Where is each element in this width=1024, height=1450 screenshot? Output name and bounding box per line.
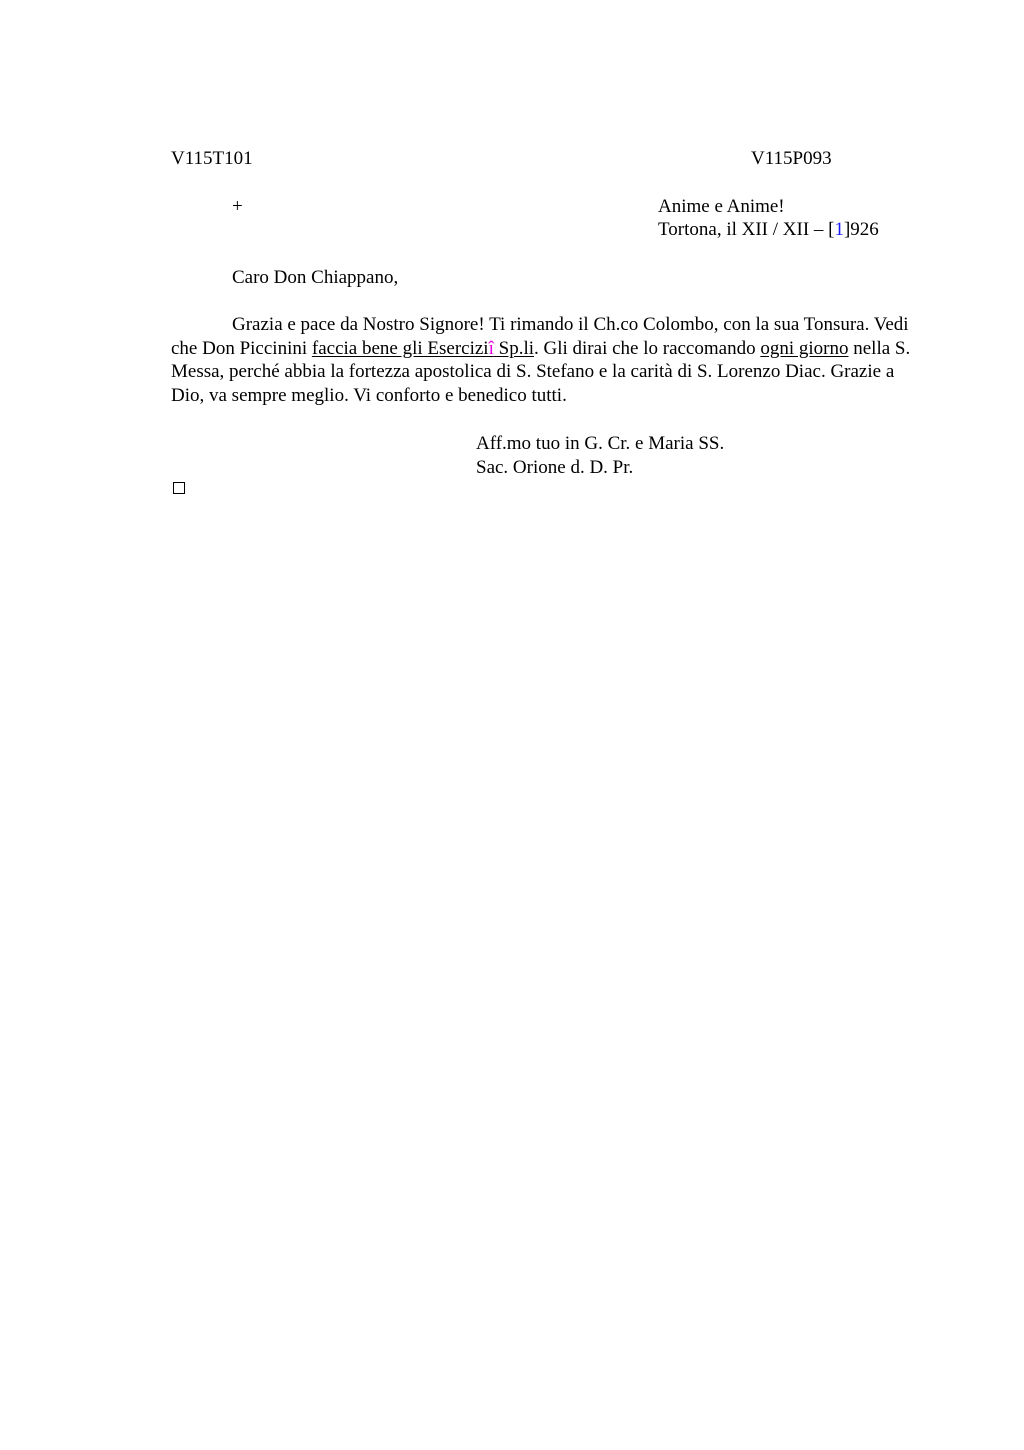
document-code-left: V115T101 <box>171 148 253 169</box>
body-text-1: Grazia e pace da Nostro Signore! Ti rimando il Ch.co Colombo, con la sua Tonsura. Vedi che Don Piccinini <box>171 314 909 359</box>
salutation: Caro Don Chiappano, <box>232 267 399 288</box>
dateline-prefix: Tortona, il XII / XII – [ <box>658 219 835 240</box>
signature-line: Sac. Orione d. D. Pr. <box>476 457 634 478</box>
cross-mark: + <box>232 196 243 217</box>
checkbox-square <box>173 482 185 494</box>
motto: Anime e Anime! <box>658 196 785 217</box>
closing-line-1: Aff.mo tuo in G. Cr. e Maria SS. <box>476 433 725 454</box>
underlined-text-b: Sp.li <box>493 337 534 359</box>
dateline-suffix: ]926 <box>843 219 879 240</box>
dateline-inserted-digit: 1 <box>834 219 844 240</box>
underlined-phrase-ogni-giorno: ogni giorno <box>760 337 849 359</box>
letter-body <box>171 313 931 407</box>
underlined-text-a: faccia bene gli Esercizi <box>311 337 489 359</box>
body-text-3: nella S. Messa, perché abbia la fortezza apostolica di S. Stefano e la carità di S. Lorenzo Diac. Grazie a Dio, va sempre meglio. Vi conforto e benedico tutti. <box>171 337 911 406</box>
document-code-right: V115P093 <box>751 148 832 169</box>
dateline <box>658 218 879 241</box>
body-text-2: . Gli dirai che lo raccomando <box>534 337 761 359</box>
underlined-phrase-esercizi <box>312 338 534 359</box>
diacritic-mark: î <box>488 337 494 359</box>
